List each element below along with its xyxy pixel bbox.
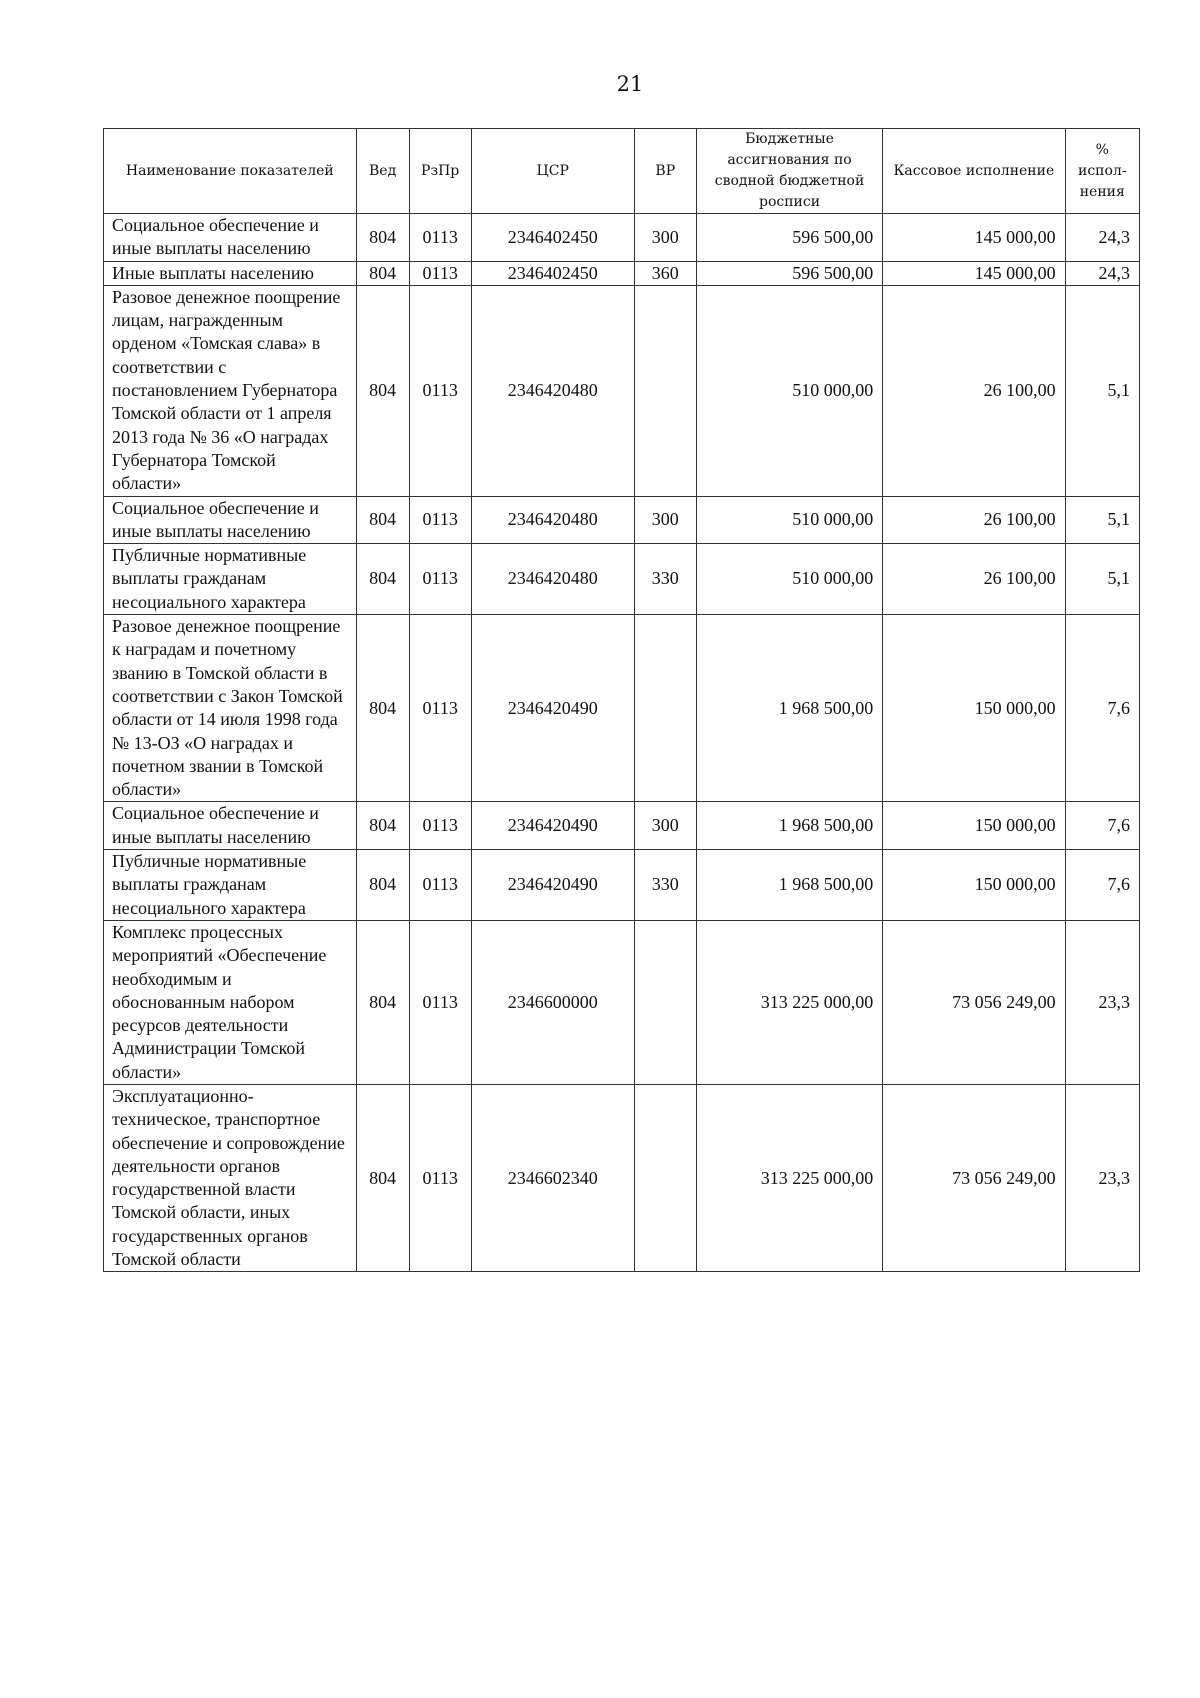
table-row: [104, 214, 1140, 262]
cell-rzpr: 0113: [409, 1084, 471, 1271]
cell-budget: 510 000,00: [696, 285, 882, 496]
cell-pct: 7,6: [1065, 615, 1139, 802]
cell-ved: 804: [356, 802, 409, 850]
cell-ved: 804: [356, 1084, 409, 1271]
cell-vr: [634, 615, 696, 802]
table-row: [104, 1084, 1140, 1271]
table-row: [104, 261, 1140, 285]
cell-ved: 804: [356, 285, 409, 496]
cell-rzpr: 0113: [409, 850, 471, 921]
cell-pct: 24,3: [1065, 214, 1139, 262]
cell-name: Публичные нормативные выплаты гражданам несоциального характера: [104, 544, 357, 615]
table-row: [104, 496, 1140, 544]
cell-cash: 150 000,00: [883, 615, 1065, 802]
cell-budget: 1 968 500,00: [696, 850, 882, 921]
header-vr: ВР: [634, 129, 696, 214]
cell-vr: 300: [634, 802, 696, 850]
cell-cash: 73 056 249,00: [883, 920, 1065, 1084]
cell-budget: 1 968 500,00: [696, 615, 882, 802]
cell-name: Социальное обеспечение и иные выплаты населению: [104, 802, 357, 850]
cell-rzpr: 0113: [409, 615, 471, 802]
cell-csr: 2346420490: [471, 802, 634, 850]
cell-csr: 2346420490: [471, 850, 634, 921]
cell-cash: 26 100,00: [883, 285, 1065, 496]
cell-pct: 7,6: [1065, 802, 1139, 850]
cell-pct: 23,3: [1065, 1084, 1139, 1271]
cell-csr: 2346402450: [471, 261, 634, 285]
cell-name: Эксплуатационно-техническое, транспортное обеспечение и сопровождение деятельности органов государственной власти Томской области, иных государственных органов Томской области: [104, 1084, 357, 1271]
cell-rzpr: 0113: [409, 214, 471, 262]
cell-vr: [634, 1084, 696, 1271]
cell-name: Иные выплаты населению: [104, 261, 357, 285]
cell-budget: 1 968 500,00: [696, 802, 882, 850]
cell-rzpr: 0113: [409, 285, 471, 496]
cell-ved: 804: [356, 544, 409, 615]
cell-csr: 2346420490: [471, 615, 634, 802]
cell-budget: 510 000,00: [696, 544, 882, 615]
cell-csr: 2346420480: [471, 496, 634, 544]
cell-csr: 2346402450: [471, 214, 634, 262]
cell-ved: 804: [356, 261, 409, 285]
cell-pct: 5,1: [1065, 285, 1139, 496]
table-row: [104, 850, 1140, 921]
cell-name: Комплекс процессных мероприятий «Обеспечение необходимым и обоснованным набором ресурсов деятельности Администрации Томской области»: [104, 920, 357, 1084]
cell-vr: 330: [634, 850, 696, 921]
cell-rzpr: 0113: [409, 544, 471, 615]
table-row: [104, 544, 1140, 615]
cell-name: Социальное обеспечение и иные выплаты населению: [104, 496, 357, 544]
budget-table: [103, 128, 1140, 1272]
table-row: [104, 285, 1140, 496]
cell-budget: 596 500,00: [696, 261, 882, 285]
cell-cash: 145 000,00: [883, 261, 1065, 285]
header-name: Наименование показателей: [104, 129, 357, 214]
cell-pct: 7,6: [1065, 850, 1139, 921]
table-header-row: [104, 129, 1140, 214]
cell-csr: 2346600000: [471, 920, 634, 1084]
cell-name: Разовое денежное поощрение лицам, награжденным орденом «Томская слава» в соответствии с постановлением Губернатора Томской области от 1 апреля 2013 года № 36 «О наградах Губернатора Томской области»: [104, 285, 357, 496]
cell-vr: [634, 285, 696, 496]
cell-name: Социальное обеспечение и иные выплаты населению: [104, 214, 357, 262]
cell-ved: 804: [356, 214, 409, 262]
cell-pct: 24,3: [1065, 261, 1139, 285]
cell-rzpr: 0113: [409, 802, 471, 850]
cell-csr: 2346420480: [471, 285, 634, 496]
cell-pct: 5,1: [1065, 496, 1139, 544]
cell-csr: 2346420480: [471, 544, 634, 615]
cell-vr: 330: [634, 544, 696, 615]
cell-budget: 313 225 000,00: [696, 920, 882, 1084]
cell-name: Публичные нормативные выплаты гражданам несоциального характера: [104, 850, 357, 921]
header-rzpr: РзПр: [409, 129, 471, 214]
header-budget: Бюджетные ассигнования по сводной бюджетной росписи: [696, 129, 882, 214]
cell-pct: 5,1: [1065, 544, 1139, 615]
cell-cash: 26 100,00: [883, 496, 1065, 544]
cell-vr: 300: [634, 496, 696, 544]
cell-rzpr: 0113: [409, 496, 471, 544]
cell-cash: 73 056 249,00: [883, 1084, 1065, 1271]
cell-vr: 300: [634, 214, 696, 262]
cell-budget: 313 225 000,00: [696, 1084, 882, 1271]
cell-rzpr: 0113: [409, 920, 471, 1084]
cell-ved: 804: [356, 850, 409, 921]
cell-ved: 804: [356, 920, 409, 1084]
cell-ved: 804: [356, 496, 409, 544]
cell-budget: 510 000,00: [696, 496, 882, 544]
cell-budget: 596 500,00: [696, 214, 882, 262]
cell-cash: 150 000,00: [883, 850, 1065, 921]
table-row: [104, 802, 1140, 850]
table-row: [104, 920, 1140, 1084]
header-ved: Вед: [356, 129, 409, 214]
header-cash: Кассовое исполнение: [883, 129, 1065, 214]
page-number: 21: [616, 72, 644, 96]
header-pct: % испол-нения: [1065, 129, 1139, 214]
cell-rzpr: 0113: [409, 261, 471, 285]
cell-vr: [634, 920, 696, 1084]
cell-cash: 145 000,00: [883, 214, 1065, 262]
cell-vr: 360: [634, 261, 696, 285]
cell-cash: 26 100,00: [883, 544, 1065, 615]
cell-cash: 150 000,00: [883, 802, 1065, 850]
table-row: [104, 615, 1140, 802]
cell-pct: 23,3: [1065, 920, 1139, 1084]
cell-name: Разовое денежное поощрение к наградам и почетному званию в Томской области в соответствии с Закон Томской области от 14 июля 1998 года № 13-ОЗ «О наградах и почетном звании в Томской области»: [104, 615, 357, 802]
header-csr: ЦСР: [471, 129, 634, 214]
cell-ved: 804: [356, 615, 409, 802]
cell-csr: 2346602340: [471, 1084, 634, 1271]
